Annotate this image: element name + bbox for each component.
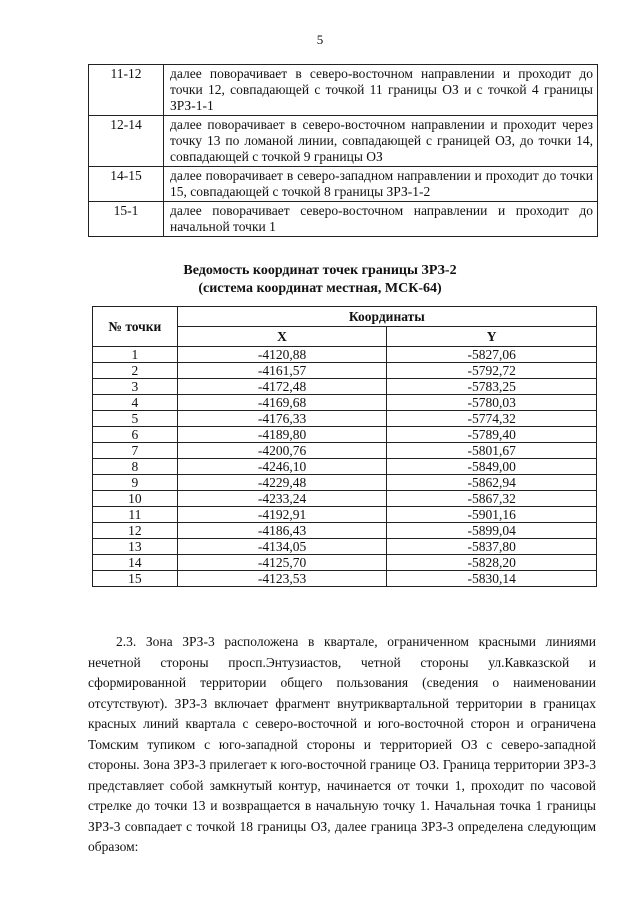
coordinate-x: -4120,88 [177, 347, 387, 363]
coordinate-y: -5792,72 [387, 363, 597, 379]
route-description: далее поворачивает в северо-восточном направлении и проходит до точки 12, совпадающей с точкой 11 границы ОЗ и с точкой 4 границы ЗРЗ-1-1 [164, 65, 598, 116]
route-segment: 15-1 [89, 202, 164, 237]
coordinate-row [93, 539, 597, 555]
route-segment: 11-12 [89, 65, 164, 116]
coordinate-row [93, 555, 597, 571]
coordinate-row [93, 411, 597, 427]
route-segment: 14-15 [89, 167, 164, 202]
coordinate-row [93, 459, 597, 475]
coordinate-row [93, 475, 597, 491]
route-table [88, 64, 598, 237]
coordinate-x: -4125,70 [177, 555, 387, 571]
coordinate-row [93, 363, 597, 379]
point-number: 12 [93, 523, 178, 539]
point-number: 11 [93, 507, 178, 523]
table-caption [0, 262, 640, 298]
coordinate-y: -5901,16 [387, 507, 597, 523]
coordinate-row [93, 427, 597, 443]
coordinate-row [93, 395, 597, 411]
coordinate-y: -5837,80 [387, 539, 597, 555]
coordinate-x: -4200,76 [177, 443, 387, 459]
coordinate-x: -4186,43 [177, 523, 387, 539]
route-description: далее поворачивает северо-восточном направлении и проходит до начальной точки 1 [164, 202, 598, 237]
coordinate-y: -5830,14 [387, 571, 597, 587]
coordinate-y: -5849,00 [387, 459, 597, 475]
coordinate-row [93, 507, 597, 523]
coordinate-x: -4134,05 [177, 539, 387, 555]
route-description: далее поворачивает в северо-западном направлении и проходит до точки 15, совпадающей с точкой 8 границы ЗРЗ-1-2 [164, 167, 598, 202]
coordinate-row [93, 571, 597, 587]
coordinate-x: -4189,80 [177, 427, 387, 443]
point-number: 10 [93, 491, 178, 507]
coordinate-y: -5862,94 [387, 475, 597, 491]
point-number: 4 [93, 395, 178, 411]
point-number: 5 [93, 411, 178, 427]
coordinate-x: -4123,53 [177, 571, 387, 587]
route-row [89, 202, 598, 237]
point-number: 3 [93, 379, 178, 395]
coordinate-x: -4176,33 [177, 411, 387, 427]
coordinates-table [92, 306, 597, 587]
point-number: 1 [93, 347, 178, 363]
coordinate-x: -4169,68 [177, 395, 387, 411]
point-number: 2 [93, 363, 178, 379]
point-number: 7 [93, 443, 178, 459]
caption-line-2: (система координат местная, МСК-64) [198, 281, 442, 296]
route-description: далее поворачивает в северо-восточном направлении и проходит через точку 13 по ломаной линии, совпадающей с границей ОЗ, до точки 14, совпадающей с точкой 9 границы ОЗ [164, 116, 598, 167]
coordinate-row [93, 523, 597, 539]
route-row [89, 65, 598, 116]
coordinate-y: -5774,32 [387, 411, 597, 427]
coordinate-x: -4161,57 [177, 363, 387, 379]
coordinate-y: -5867,32 [387, 491, 597, 507]
page-number: 5 [316, 32, 324, 47]
point-number: 6 [93, 427, 178, 443]
header-y: Y [387, 327, 597, 347]
point-number: 14 [93, 555, 178, 571]
header-coordinates: Координаты [177, 307, 596, 327]
coordinate-row [93, 491, 597, 507]
header-point-number: № точки [93, 307, 178, 347]
route-segment: 12-14 [89, 116, 164, 167]
coordinate-x: -4229,48 [177, 475, 387, 491]
coordinate-y: -5827,06 [387, 347, 597, 363]
coordinate-y: -5783,25 [387, 379, 597, 395]
coordinate-y: -5789,40 [387, 427, 597, 443]
point-number: 9 [93, 475, 178, 491]
coordinate-y: -5780,03 [387, 395, 597, 411]
coordinate-x: -4192,91 [177, 507, 387, 523]
coordinate-y: -5899,04 [387, 523, 597, 539]
point-number: 8 [93, 459, 178, 475]
point-number: 13 [93, 539, 178, 555]
caption-line-1: Ведомость координат точек границы ЗРЗ-2 [183, 263, 457, 278]
route-row [89, 167, 598, 202]
coordinate-y: -5828,20 [387, 555, 597, 571]
point-number: 15 [93, 571, 178, 587]
coordinate-row [93, 347, 597, 363]
header-x: X [177, 327, 387, 347]
coordinate-y: -5801,67 [387, 443, 597, 459]
coordinate-x: -4246,10 [177, 459, 387, 475]
coordinate-x: -4172,48 [177, 379, 387, 395]
coordinate-row [93, 379, 597, 395]
section-paragraph: 2.3. Зона ЗРЗ-3 расположена в квартале, ограниченном красными линиями нечетной стороны просп.Энтузиастов, четной стороны ул.Кавказской и сформированной территории общего пользования (сведения о наименовании отсутствуют). ЗРЗ-3 включает фрагмент внутриквартальной территории в границах красных линий квартала с северо-восточной и юго-восточной сторон и ограничена Томским тупиком с юго-западной стороны и территорией ОЗ с северо-западной стороны. Зона ЗРЗ-3 прилегает к юго-восточной границе ОЗ. Граница территории ЗРЗ-3 представляет собой замкнутый контур, начинается от точки 1, проходит по часовой стрелке до точки 13 и возвращается в начальную точку 1. Начальная точка 1 границы ЗРЗ-3 совпадает с точкой 18 границы ОЗ, далее граница ЗРЗ-3 определена следующим образом: [88, 634, 596, 854]
coordinate-x: -4233,24 [177, 491, 387, 507]
coordinate-row [93, 443, 597, 459]
route-row [89, 116, 598, 167]
